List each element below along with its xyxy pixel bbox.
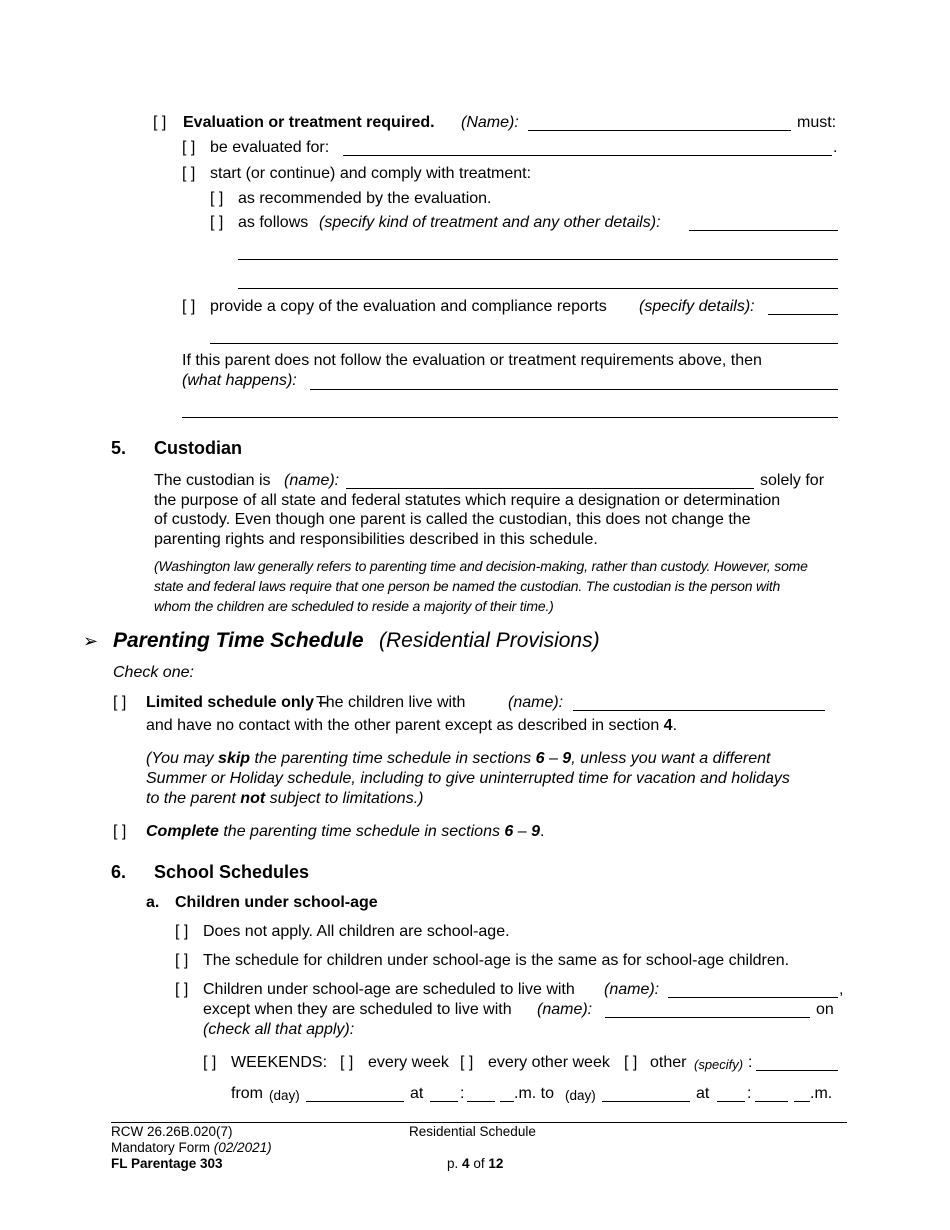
- other-checkbox[interactable]: [ ]: [624, 1054, 638, 1071]
- skip-note-3b: subject to limitations.): [269, 790, 424, 807]
- complete-text: the parenting time schedule in sections: [223, 823, 500, 840]
- except-label: except when they are scheduled to live with: [203, 1001, 512, 1018]
- scheduled-with-comma: ,: [839, 981, 844, 998]
- footer-page-of: of: [473, 1156, 485, 1171]
- other-specify-field[interactable]: [756, 1070, 838, 1071]
- custodian-name-field[interactable]: [346, 488, 754, 489]
- evaluation-title: Evaluation or treatment required.: [183, 114, 435, 131]
- from-hour-field[interactable]: [430, 1101, 458, 1102]
- section-4-ref: 4: [663, 717, 673, 734]
- arrow-bullet-icon: ➢: [83, 631, 99, 651]
- custodian-text-line3: of custody. Even though one parent is called the custodian, this does not change the: [154, 511, 751, 528]
- scheduled-with-checkbox[interactable]: [ ]: [175, 981, 189, 998]
- provide-copy-field[interactable]: [768, 314, 838, 315]
- skip-note-line2: Summer or Holiday schedule, including to give uninterrupted time for vacation and holidays: [146, 770, 790, 787]
- to-minute-field[interactable]: [755, 1101, 788, 1102]
- complete-section-9: 9: [531, 823, 541, 840]
- parenting-time-subtitle: (Residential Provisions): [379, 629, 600, 652]
- skip-dash: –: [548, 750, 558, 767]
- from-day-label: (day): [269, 1088, 300, 1103]
- weekends-label: WEEKENDS:: [231, 1054, 328, 1071]
- skip-section-6: 6: [535, 750, 545, 767]
- be-evaluated-period: .: [833, 139, 838, 156]
- skip-note-1c: , unless you want a different: [571, 750, 771, 767]
- footer-mandatory: [111, 1140, 272, 1156]
- evaluation-must: must:: [797, 114, 837, 131]
- to-hour-field[interactable]: [717, 1101, 745, 1102]
- complete-dash: –: [517, 823, 527, 840]
- as-follows-spec: (specify kind of treatment and any other details):: [319, 214, 661, 231]
- every-other-week-checkbox[interactable]: [ ]: [460, 1054, 474, 1071]
- check-all-label: (check all that apply):: [203, 1021, 355, 1038]
- check-one-label: Check one:: [113, 664, 194, 681]
- footer-rcw: RCW 26.26B.020(7): [111, 1124, 233, 1139]
- skip-note-1a: (You may: [146, 750, 214, 767]
- limited-schedule-line2-text: and have no contact with the other parent except as described in section: [146, 717, 660, 734]
- start-treatment-checkbox[interactable]: [ ]: [182, 165, 196, 182]
- provide-copy-field-line2[interactable]: [210, 343, 838, 344]
- skip-note-line3: [146, 789, 423, 809]
- complete-schedule-text: [146, 822, 545, 842]
- weekends-checkbox[interactable]: [ ]: [203, 1054, 217, 1071]
- custodian-note-line3: whom the children are scheduled to reside a majority of their time.): [154, 598, 554, 614]
- footer-form-id: FL Parentage 303: [111, 1156, 223, 1171]
- as-recommended-checkbox[interactable]: [ ]: [210, 190, 224, 207]
- evaluation-checkbox[interactable]: [ ]: [153, 114, 167, 131]
- section-6-number: 6.: [111, 862, 127, 882]
- provide-copy-label: provide a copy of the evaluation and compliance reports: [210, 298, 607, 315]
- except-name-label: (name):: [537, 1001, 593, 1018]
- skip-note-1b: the parenting time schedule in sections: [254, 750, 532, 767]
- complete-period: .: [540, 823, 545, 840]
- limited-schedule-label: Limited schedule only –: [146, 694, 328, 711]
- consequence-text: If this parent does not follow the evaluation or treatment requirements above, then: [182, 352, 762, 369]
- to-ampm-field[interactable]: [794, 1101, 810, 1102]
- footer-doc-title: Residential Schedule: [409, 1124, 536, 1139]
- footer-form-date: (02/2021): [213, 1140, 272, 1155]
- section-5-number: 5.: [111, 438, 127, 458]
- same-schedule-label: The schedule for children under school-age is the same as for school-age children.: [203, 952, 790, 969]
- footer-page-total: 12: [488, 1156, 504, 1171]
- does-not-apply-checkbox[interactable]: [ ]: [175, 923, 189, 940]
- provide-copy-checkbox[interactable]: [ ]: [182, 298, 196, 315]
- consequence-field[interactable]: [310, 389, 838, 390]
- does-not-apply-label: Does not apply. All children are school-age.: [203, 923, 510, 940]
- subsection-a-letter: a.: [146, 894, 160, 911]
- subsection-a-title: Children under school-age: [175, 894, 378, 911]
- specify-colon: :: [748, 1054, 753, 1071]
- from-m-to-label: .m. to: [514, 1085, 555, 1102]
- consequence-field-line2[interactable]: [182, 417, 838, 418]
- custodian-note-line2: state and federal laws require that one person be named the custodian. The custodian is the person with: [154, 578, 781, 594]
- skip-not-word: not: [240, 790, 266, 807]
- to-day-field[interactable]: [602, 1101, 690, 1102]
- evaluation-name-label: (Name):: [461, 114, 519, 131]
- skip-note-3a: to the parent: [146, 790, 236, 807]
- skip-section-9: 9: [562, 750, 572, 767]
- evaluation-name-field[interactable]: [528, 130, 791, 131]
- as-recommended-label: as recommended by the evaluation.: [238, 190, 492, 207]
- section-6-title: School Schedules: [154, 862, 310, 882]
- limited-schedule-name-label: (name):: [508, 694, 564, 711]
- from-ampm-field[interactable]: [500, 1101, 514, 1102]
- footer-divider: [111, 1122, 847, 1123]
- skip-note-line1: [146, 749, 770, 769]
- footer-page-number: [447, 1156, 503, 1172]
- footer-page-current: 4: [462, 1156, 470, 1171]
- every-week-label: every week: [368, 1054, 449, 1071]
- scheduled-with-name-label: (name):: [604, 981, 660, 998]
- limited-schedule-checkbox[interactable]: [ ]: [113, 694, 127, 711]
- specify-label: (specify): [694, 1057, 744, 1072]
- be-evaluated-label: be evaluated for:: [210, 139, 330, 156]
- scheduled-with-name-field[interactable]: [668, 997, 838, 998]
- be-evaluated-checkbox[interactable]: [ ]: [182, 139, 196, 156]
- scheduled-with-label: Children under school-age are scheduled to live with: [203, 981, 575, 998]
- custodian-name-label: (name):: [284, 472, 340, 489]
- to-at-label: at: [696, 1085, 710, 1102]
- limited-schedule-text: The children live with: [316, 694, 466, 711]
- start-treatment-label: start (or continue) and comply with treatment:: [210, 165, 532, 182]
- as-follows-label: as follows: [238, 214, 309, 231]
- to-m-end-label: .m.: [810, 1085, 833, 1102]
- from-label: from: [231, 1085, 263, 1102]
- parenting-time-title: Parenting Time Schedule: [113, 629, 364, 652]
- every-other-week-label: every other week: [488, 1054, 610, 1071]
- complete-word: Complete: [146, 823, 219, 840]
- custodian-text-line4: parenting rights and responsibilities described in this schedule.: [154, 531, 598, 548]
- consequence-label: (what happens):: [182, 372, 297, 389]
- limited-period: .: [672, 717, 678, 734]
- other-label: other: [650, 1054, 687, 1071]
- limited-schedule-name-field[interactable]: [573, 710, 825, 711]
- as-follows-field-line2[interactable]: [238, 259, 838, 260]
- except-on: on: [816, 1001, 834, 1018]
- provide-copy-spec: (specify details):: [639, 298, 755, 315]
- from-day-field[interactable]: [306, 1101, 404, 1102]
- from-at-label: at: [410, 1085, 424, 1102]
- custodian-prefix: The custodian is: [154, 472, 271, 489]
- footer-mandatory-label: Mandatory Form: [111, 1140, 211, 1155]
- custodian-note-line1: (Washington law generally refers to parenting time and decision-making, rather than custody. However, some: [154, 558, 808, 574]
- complete-schedule-checkbox[interactable]: [ ]: [113, 823, 127, 840]
- limited-schedule-line2: [146, 716, 677, 736]
- from-time-colon: :: [460, 1085, 465, 1102]
- section-5-title: Custodian: [154, 438, 242, 458]
- complete-section-6: 6: [504, 823, 514, 840]
- to-time-colon: :: [747, 1085, 752, 1102]
- as-follows-field[interactable]: [689, 230, 838, 231]
- be-evaluated-field[interactable]: [343, 155, 832, 156]
- as-follows-field-line3[interactable]: [238, 288, 838, 289]
- except-name-field[interactable]: [605, 1017, 810, 1018]
- custodian-suffix: solely for: [760, 472, 825, 489]
- custodian-text-line2: the purpose of all state and federal statutes which require a designation or determination: [154, 492, 781, 509]
- every-week-checkbox[interactable]: [ ]: [340, 1054, 354, 1071]
- as-follows-checkbox[interactable]: [ ]: [210, 214, 224, 231]
- same-schedule-checkbox[interactable]: [ ]: [175, 952, 189, 969]
- skip-word: skip: [218, 750, 251, 767]
- from-minute-field[interactable]: [467, 1101, 495, 1102]
- footer-page-prefix: p.: [447, 1156, 459, 1171]
- to-day-label: (day): [565, 1088, 596, 1103]
